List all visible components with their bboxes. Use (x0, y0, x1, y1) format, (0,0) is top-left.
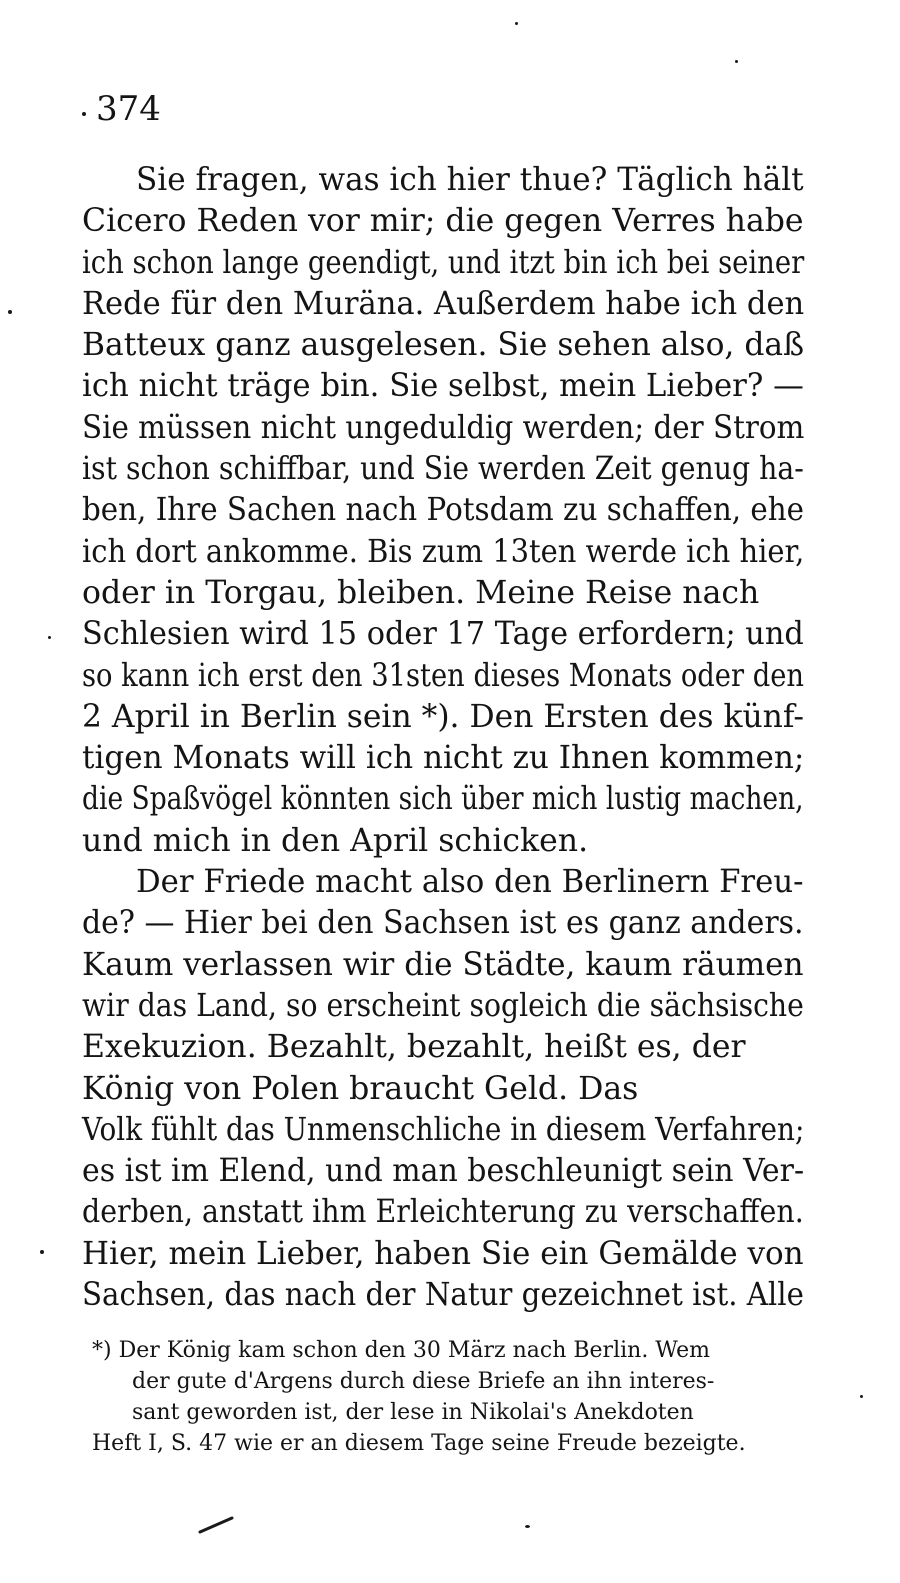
text-line: ich schon lange geendigt, und itzt bin ich bei seiner (82, 244, 805, 281)
text-line: Exekuzion. Bezahlt, bezahlt, heißt es, der (82, 1029, 746, 1066)
text-line: Sachsen, das nach der Natur gezeichnet ist. Alle (82, 1277, 804, 1314)
text-line: Volk fühlt das Unmenschliche in diesem Verfahren; (82, 1111, 805, 1148)
footnote-line: Heft I, S. 47 wie er an diesem Tage seine Freude bezeigte. (92, 1431, 746, 1456)
text-line: ben, Ihre Sachen nach Potsdam zu schaffen, ehe (82, 492, 805, 529)
text-line: so kann ich erst den 31sten dieses Monats oder den (82, 657, 805, 694)
text-line: Hier, mein Lieber, haben Sie ein Gemälde von (82, 1235, 804, 1272)
text-line: König von Polen braucht Geld. Das (82, 1070, 639, 1107)
text-line: tigen Monats will ich nicht zu Ihnen kommen; (82, 740, 805, 777)
text-line: Sie müssen nicht ungeduldig werden; der Strom (82, 409, 805, 446)
footnote-line: *) Der König kam schon den 30 März nach Berlin. Wem (92, 1338, 710, 1363)
text-line: ich nicht träge bin. Sie selbst, mein Lieber? — (82, 368, 804, 405)
body-text (82, 160, 804, 1316)
text-line: Cicero Reden vor mir; die gegen Verres habe (82, 203, 804, 240)
scan-speck (860, 1395, 863, 1398)
text-line: derben, anstatt ihm Erleichterung zu verschaffen. (82, 1194, 804, 1231)
scan-speck (525, 1525, 530, 1528)
text-line: ich dort ankomme. Bis zum 13ten werde ich hier, (82, 533, 805, 570)
text-line: Kaum verlassen wir die Städte, kaum räumen (82, 946, 804, 983)
scan-speck (515, 22, 518, 25)
pen-stroke-mark (198, 1512, 238, 1534)
text-line: es ist im Elend, und man beschleunigt sein Ver- (82, 1153, 805, 1190)
footnote-line: sant geworden ist, der lese in Nikolai's Anekdoten (132, 1400, 694, 1425)
text-line: und mich in den April schicken. (82, 822, 589, 859)
scan-speck (40, 1250, 44, 1254)
text-line: wir das Land, so erscheint sogleich die sächsische (82, 987, 804, 1024)
scan-speck (48, 636, 51, 639)
text-line: oder in Torgau, bleiben. Meine Reise nach (82, 574, 760, 611)
scan-speck (735, 60, 738, 63)
page-number: 374 (96, 89, 161, 129)
text-line: de? — Hier bei den Sachsen ist es ganz anders. (82, 905, 804, 942)
text-line: ist schon schiffbar, und Sie werden Zeit genug ha- (82, 451, 804, 488)
scan-speck (82, 112, 86, 116)
text-line: Sie fragen, was ich hier thue? Täglich hält (136, 162, 804, 198)
scan-speck (8, 310, 12, 314)
text-line: Schlesien wird 15 oder 17 Tage erfordern; und (82, 616, 804, 653)
text-line: Rede für den Muräna. Außerdem habe ich den (82, 285, 805, 322)
footnote-line: der gute d'Argens durch diese Briefe an ihn interes- (132, 1369, 715, 1394)
text-line: Der Friede macht also den Berlinern Freu- (136, 864, 804, 901)
footnote (92, 1335, 804, 1459)
text-line: die Spaßvögel könnten sich über mich lustig machen, (82, 781, 804, 818)
text-line: 2 April in Berlin sein *). Den Ersten des künf- (82, 698, 804, 735)
text-line: Batteux ganz ausgelesen. Sie sehen also, daß (82, 327, 805, 364)
